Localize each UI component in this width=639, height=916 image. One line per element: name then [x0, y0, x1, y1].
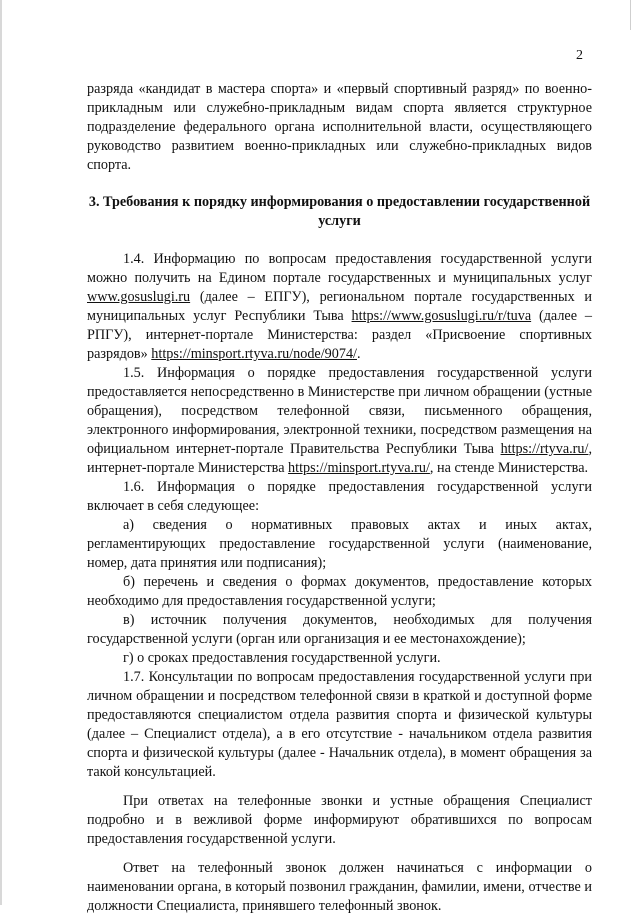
paragraph-phone-answer: Ответ на телефонный звонок должен начинаться с информации о наименовании органа, в который позвонил гражданин, фамилии, имени, отчестве и должности Специалиста, принявшего телефонный звонок. — [87, 860, 592, 914]
rtyva-link[interactable]: https://rtyva.ru/ — [500, 441, 589, 457]
p14-text-b: (далее – ЕПГУ), региональном портале государственных и муниципальных услуг Республики Тыва — [87, 289, 592, 324]
paragraph-1-6: 1.6. Информация о порядке предоставления государственной услуги включает в себя следующее: — [87, 479, 592, 514]
p14-text-d: . — [357, 346, 361, 362]
paragraph-1-7: 1.7. Консультации по вопросам предоставления государственной услуги при личном обращении и посредством телефонной связи в краткой и доступной форме предоставляются специалистом отдела развития спорта и физической культуры (далее – Специалист отдела), а в его отсутствие - начальником отдела развития спорта и физической культуры (далее - Начальник отдела), в момент обращения за такой консультацией. — [87, 669, 592, 780]
document-body — [87, 80, 592, 916]
p15-text-c: , на стенде Министерства. — [429, 460, 589, 476]
intro-paragraph: разряда «кандидат в мастера спорта» и «первый спортивный разряд» по военно-прикладным или служебно-прикладным видам спорта является структурное подразделение федерального органа исполнительной власти, осуществляющего руководство развитием военно-прикладных или служебно-прикладных видов спорта. — [87, 81, 592, 173]
list-item-v: в) источник получения документов, необходимых для получения государственной услуги (орган или организация и ее местонахождение); — [87, 612, 592, 647]
list-item-a: а) сведения о нормативных правовых актах и иных актах, регламентирующих предоставление государственной услуги (наименование, номер, дата принятия или подписания); — [87, 517, 592, 571]
paragraph-1-4 — [87, 250, 592, 364]
page-edge-right — [630, 0, 631, 30]
minsport-node-link[interactable]: https://minsport.rtyva.ru/node/9074/ — [151, 346, 357, 362]
p15-text-a: 1.5. Информация о порядке предоставления государственной услуги предоставляется непосредственно в Министерстве при личном обращении (устные обращения), посредством телефонной связи, письменного обращения, электронного информирования, электронной техники, посредством размещения на официальном интернет-портале Правительства Республики Тыва — [87, 365, 592, 457]
p14-text-a: 1.4. Информацию по вопросам предоставления государственной услуги можно получить на Едином портале государственных и муниципальных услуг — [87, 251, 592, 286]
list-item-g: г) о сроках предоставления государственной услуги. — [123, 650, 441, 666]
list-item-b: б) перечень и сведения о формах документов, предоставление которых необходимо для предоставления государственной услуги; — [87, 574, 592, 609]
page-edge-left — [0, 0, 2, 905]
gosuslugi-link[interactable]: www.gosuslugi.ru — [87, 289, 191, 305]
gosuslugi-tuva-link[interactable]: https://www.gosuslugi.ru/r/tuva — [351, 308, 532, 324]
paragraph-1-5 — [87, 364, 592, 478]
minsport-link[interactable]: https://minsport.rtyva.ru/ — [288, 460, 430, 476]
p15-text-b: , интернет-портале Министерства — [87, 441, 592, 476]
section-3-title: 3. Требования к порядку информирования о предоставлении государственной услуги — [88, 194, 591, 229]
p14-text-c: (далее – РПГУ), интернет-портале Министерства: раздел «Присвоение спортивных разрядов» — [87, 308, 592, 362]
page-number: 2 — [576, 48, 583, 63]
paragraph-answers: При ответах на телефонные звонки и устные обращения Специалист подробно и в вежливой форме информируют обратившихся по вопросам предоставления государственной услуги. — [87, 793, 592, 847]
